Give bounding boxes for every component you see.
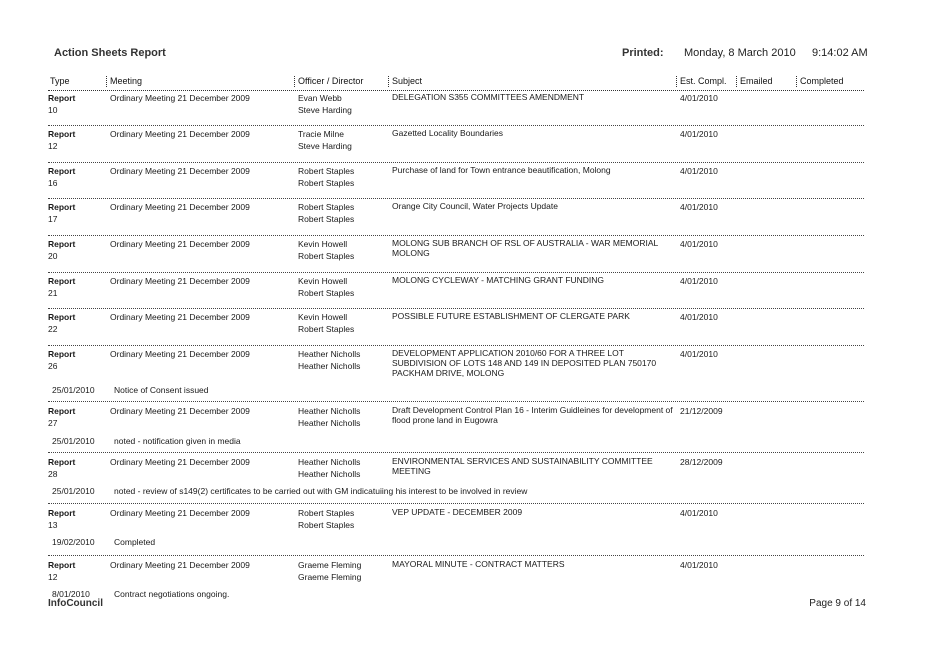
type-cell: [48, 165, 104, 189]
type-label: Report: [48, 129, 76, 139]
table-row: [48, 165, 864, 199]
action-note: Contract negotiations ongoing.: [114, 589, 230, 599]
officer-cell: [298, 92, 390, 116]
subject-cell: Draft Development Control Plan 16 - Interim Guidleines for development of flood prone land in Eugowra: [392, 405, 673, 425]
action-note: Completed: [114, 537, 156, 547]
meeting-cell: Ordinary Meeting 21 December 2009: [110, 457, 250, 467]
type-label: Report: [48, 406, 76, 416]
officer-name: Kevin Howell: [298, 312, 348, 322]
table-row: [48, 405, 864, 453]
director-name: Robert Staples: [298, 214, 355, 224]
meeting-cell: Ordinary Meeting 21 December 2009: [110, 560, 250, 570]
officer-name: Robert Staples: [298, 202, 355, 212]
type-cell: [48, 201, 104, 225]
officer-cell: [298, 348, 390, 372]
printed-time: 9:14:02 AM: [812, 47, 868, 59]
type-cell: [48, 275, 104, 299]
type-label: Report: [48, 508, 76, 518]
subject-cell: DELEGATION S355 COMMITTEES AMENDMENT: [392, 92, 585, 102]
type-cell: [48, 128, 104, 152]
printed-date: Monday, 8 March 2010: [684, 47, 796, 59]
est-compl-cell: 4/01/2010: [680, 276, 718, 286]
type-cell: [48, 507, 104, 531]
table-row: [48, 201, 864, 236]
officer-cell: [298, 405, 390, 429]
director-name: Heather Nicholls: [298, 361, 361, 371]
report-number: 22: [48, 324, 58, 334]
director-name: Robert Staples: [298, 288, 355, 298]
table-row: [48, 92, 864, 126]
column-type: Type: [50, 76, 70, 86]
officer-cell: [298, 238, 390, 262]
officer-cell: [298, 559, 390, 583]
meeting-cell: Ordinary Meeting 21 December 2009: [110, 166, 250, 176]
type-cell: [48, 456, 104, 480]
officer-cell: [298, 165, 390, 189]
officer-cell: [298, 201, 390, 225]
director-name: Robert Staples: [298, 251, 355, 261]
type-label: Report: [48, 202, 76, 212]
type-label: Report: [48, 349, 76, 359]
subject-cell: VEP UPDATE - DECEMBER 2009: [392, 507, 523, 517]
est-compl-cell: 4/01/2010: [680, 202, 718, 212]
report-number: 13: [48, 520, 58, 530]
report-number: 16: [48, 178, 58, 188]
subject-cell: Gazetted Locality Boundaries: [392, 128, 504, 138]
director-name: Heather Nicholls: [298, 469, 361, 479]
officer-name: Kevin Howell: [298, 276, 348, 286]
subject-cell: MAYORAL MINUTE - CONTRACT MATTERS: [392, 559, 565, 569]
type-label: Report: [48, 276, 76, 286]
director-name: Robert Staples: [298, 178, 355, 188]
subject-cell: MOLONG SUB BRANCH OF RSL OF AUSTRALIA - WAR MEMORIAL MOLONG: [392, 238, 658, 258]
report-number: 10: [48, 105, 58, 115]
officer-name: Heather Nicholls: [298, 406, 361, 416]
est-compl-cell: 4/01/2010: [680, 508, 718, 518]
est-compl-cell: 4/01/2010: [680, 166, 718, 176]
table-row: [48, 507, 864, 556]
action-date: 8/01/2010: [52, 589, 90, 599]
column-est-compl: Est. Compl.: [676, 76, 727, 87]
action-date: 25/01/2010: [52, 385, 95, 395]
est-compl-cell: 28/12/2009: [680, 457, 723, 467]
meeting-cell: Ordinary Meeting 21 December 2009: [110, 276, 250, 286]
column-header-row: [48, 76, 864, 91]
column-completed: Completed: [796, 76, 844, 87]
table-row: [48, 311, 864, 346]
type-cell: [48, 405, 104, 429]
report-number: 12: [48, 572, 58, 582]
est-compl-cell: 4/01/2010: [680, 239, 718, 249]
officer-name: Heather Nicholls: [298, 349, 361, 359]
meeting-cell: Ordinary Meeting 21 December 2009: [110, 93, 250, 103]
subject-cell: Orange City Council, Water Projects Update: [392, 201, 558, 211]
est-compl-cell: 4/01/2010: [680, 312, 718, 322]
meeting-cell: Ordinary Meeting 21 December 2009: [110, 349, 250, 359]
director-name: Steve Harding: [298, 105, 352, 115]
officer-name: Graeme Fleming: [298, 560, 362, 570]
officer-cell: [298, 275, 390, 299]
subject-cell: POSSIBLE FUTURE ESTABLISHMENT OF CLERGATE PARK: [392, 311, 630, 321]
table-row: [48, 128, 864, 163]
est-compl-cell: 4/01/2010: [680, 129, 718, 139]
type-label: Report: [48, 312, 76, 322]
director-name: Robert Staples: [298, 324, 355, 334]
meeting-cell: Ordinary Meeting 21 December 2009: [110, 239, 250, 249]
subject-cell: MOLONG CYCLEWAY - MATCHING GRANT FUNDING: [392, 275, 605, 285]
type-label: Report: [48, 93, 76, 103]
records-list: [48, 92, 864, 605]
action-note: Notice of Consent issued: [114, 385, 209, 395]
column-meeting: Meeting: [106, 76, 142, 87]
est-compl-cell: 21/12/2009: [680, 406, 723, 416]
director-name: Heather Nicholls: [298, 418, 361, 428]
report-number: 26: [48, 361, 58, 371]
action-date: 25/01/2010: [52, 436, 95, 446]
officer-cell: [298, 311, 390, 335]
action-note: noted - review of s149(2) certificates to be carried out with GM indicatuiing his interest to be involved in review: [114, 486, 528, 496]
meeting-cell: Ordinary Meeting 21 December 2009: [110, 129, 250, 139]
type-label: Report: [48, 239, 76, 249]
officer-name: Kevin Howell: [298, 239, 348, 249]
table-row: [48, 275, 864, 309]
table-row: [48, 559, 864, 605]
type-label: Report: [48, 166, 76, 176]
table-row: [48, 348, 864, 402]
type-label: Report: [48, 560, 76, 570]
officer-name: Evan Webb: [298, 93, 342, 103]
officer-cell: [298, 507, 390, 531]
officer-name: Robert Staples: [298, 508, 355, 518]
meeting-cell: Ordinary Meeting 21 December 2009: [110, 406, 250, 416]
report-number: 12: [48, 141, 58, 151]
type-cell: [48, 348, 104, 372]
report-number: 21: [48, 288, 58, 298]
type-cell: [48, 311, 104, 335]
officer-cell: [298, 128, 390, 152]
column-emailed: Emailed: [736, 76, 773, 87]
subject-cell: ENVIRONMENTAL SERVICES AND SUSTAINABILITY COMMITTEE MEETING: [392, 456, 653, 476]
printed-label: Printed:: [622, 47, 664, 59]
report-title: Action Sheets Report: [54, 47, 166, 59]
footer-app-name: InfoCouncil: [48, 598, 103, 609]
table-row: [48, 456, 864, 504]
report-number: 27: [48, 418, 58, 428]
report-number: 17: [48, 214, 58, 224]
subject-cell: Purchase of land for Town entrance beautification, Molong: [392, 165, 611, 175]
type-cell: [48, 92, 104, 116]
meeting-cell: Ordinary Meeting 21 December 2009: [110, 508, 250, 518]
est-compl-cell: 4/01/2010: [680, 93, 718, 103]
subject-cell: DEVELOPMENT APPLICATION 2010/60 FOR A THREE LOT SUBDIVISION OF LOTS 148 AND 149 IN DEPOSITED PLAN 750170 PACKHAM DRIVE, MOLONG: [392, 348, 657, 378]
action-note: noted - notification given in media: [114, 436, 241, 446]
column-subject: Subject: [388, 76, 422, 87]
director-name: Steve Harding: [298, 141, 352, 151]
type-cell: [48, 238, 104, 262]
officer-name: Heather Nicholls: [298, 457, 361, 467]
officer-name: Robert Staples: [298, 166, 355, 176]
director-name: Graeme Fleming: [298, 572, 362, 582]
type-cell: [48, 559, 104, 583]
est-compl-cell: 4/01/2010: [680, 560, 718, 570]
footer-page-number: Page 9 of 14: [809, 598, 866, 609]
est-compl-cell: 4/01/2010: [680, 349, 718, 359]
column-officer: Officer / Director: [294, 76, 363, 87]
officer-name: Tracie Milne: [298, 129, 344, 139]
action-date: 25/01/2010: [52, 486, 95, 496]
director-name: Robert Staples: [298, 520, 355, 530]
report-number: 20: [48, 251, 58, 261]
report-number: 28: [48, 469, 58, 479]
meeting-cell: Ordinary Meeting 21 December 2009: [110, 312, 250, 322]
officer-cell: [298, 456, 390, 480]
type-label: Report: [48, 457, 76, 467]
meeting-cell: Ordinary Meeting 21 December 2009: [110, 202, 250, 212]
action-date: 19/02/2010: [52, 537, 95, 547]
table-row: [48, 238, 864, 273]
